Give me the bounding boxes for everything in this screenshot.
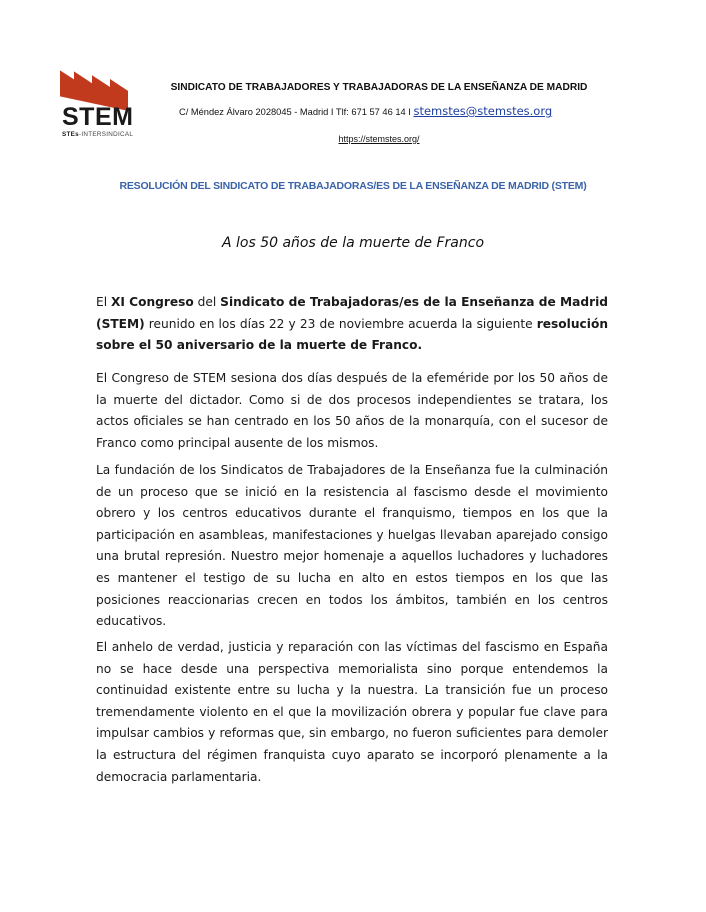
paragraph-intro bbox=[96, 292, 608, 357]
text-line: participación en asambleas, manifestaciones y huelgas llevaban aparejado consigo bbox=[96, 527, 608, 542]
bold-run: (STEM) bbox=[96, 316, 145, 331]
text-line: sobre el 50 aniversario de la muerte de Franco. bbox=[96, 338, 423, 353]
text-line: no se hace desde una perspectiva memorialista sino porque entendemos la bbox=[96, 661, 608, 676]
resolution-title: RESOLUCIÓN DEL SINDICATO DE TRABAJADORAS/ES DE LA ENSEÑANZA DE MADRID (STEM) bbox=[119, 180, 587, 192]
bold-run: Sindicato de Trabajadoras/es de la Enseñanza de Madrid bbox=[220, 295, 608, 309]
text-line: La fundación de los Sindicatos de Trabajadores de la Enseñanza fue la culminación bbox=[96, 463, 608, 477]
text-run: reunido en los días 22 y 23 de noviembre acuerda la siguiente bbox=[144, 316, 537, 331]
text-line: El Congreso de STEM sesiona dos días después de la efeméride por los 50 años de bbox=[96, 371, 608, 385]
email-link[interactable]: stemstes@stemstes.org bbox=[413, 104, 553, 118]
logo-sub-bold: STEs bbox=[62, 131, 79, 138]
text-run: El bbox=[96, 295, 111, 309]
text-line: la muerte del dictador. Como si de dos procesos independientes se tratara, los bbox=[96, 392, 608, 407]
text-line: El anhelo de verdad, justicia y reparación con las víctimas del fascismo en España bbox=[96, 640, 608, 654]
text-line: educativos. bbox=[96, 614, 167, 629]
text-line: Franco como principal ausente de los mismos. bbox=[96, 435, 379, 450]
bold-run: resolución bbox=[536, 316, 608, 331]
logo-subtitle bbox=[62, 131, 133, 138]
text-line: es mantener el testigo de su lucha en alto en estos tiempos en los que las bbox=[96, 570, 608, 585]
text-line: posiciones reaccionarias crecen en todos los ámbitos, también en los centros bbox=[96, 592, 608, 607]
address-text: C/ Méndez Álvaro 2028045 - Madrid I Tlf: 671 57 46 14 I bbox=[179, 107, 414, 117]
text-line: obrero y los centros educativos durante el franquismo, tiempos en los que la bbox=[96, 506, 608, 521]
text-line: de un proceso que se inició en la resistencia al fascismo desde el movimiento bbox=[96, 484, 608, 499]
website-link[interactable]: https://stemstes.org/ bbox=[338, 134, 420, 144]
text-line: la estructura del régimen franquista cuyo aparato se incorporó plenamente a la bbox=[96, 747, 608, 762]
text-line: tremendamente violento en el que la movilización obrera y popular fue clave para bbox=[96, 704, 608, 719]
logo-wordmark: STEM bbox=[62, 103, 134, 131]
text-run: del bbox=[193, 295, 221, 309]
text-line: continuidad existente entre su lucha y la nuestra. La transición fue un proceso bbox=[96, 683, 608, 698]
text-line bbox=[96, 292, 608, 314]
text-line bbox=[96, 314, 608, 336]
logo-sub-rest: -INTERSINDICAL bbox=[78, 131, 134, 138]
text-line: una brutal represión. Nuestro mejor homenaje a aquellos luchadores y luchadores bbox=[96, 549, 608, 564]
paragraph-4 bbox=[96, 637, 608, 788]
text-line: impulsar cambios y reformas que, sin embargo, no fueron suficientes para demoler bbox=[96, 726, 608, 741]
text-line: democracia parlamentaria. bbox=[96, 769, 262, 784]
org-name: SINDICATO DE TRABAJADORES Y TRABAJADORAS DE LA ENSEÑANZA DE MADRID bbox=[170, 82, 588, 93]
bold-run: XI Congreso bbox=[110, 295, 194, 309]
address-line bbox=[179, 104, 552, 118]
text-line: actos oficiales se han centrado en los 50 años de la monarquía, con el sucesor de bbox=[96, 414, 608, 429]
paragraph-3 bbox=[96, 460, 608, 633]
paragraph-2 bbox=[96, 368, 608, 454]
document-subtitle: A los 50 años de la muerte de Franco bbox=[221, 235, 485, 251]
